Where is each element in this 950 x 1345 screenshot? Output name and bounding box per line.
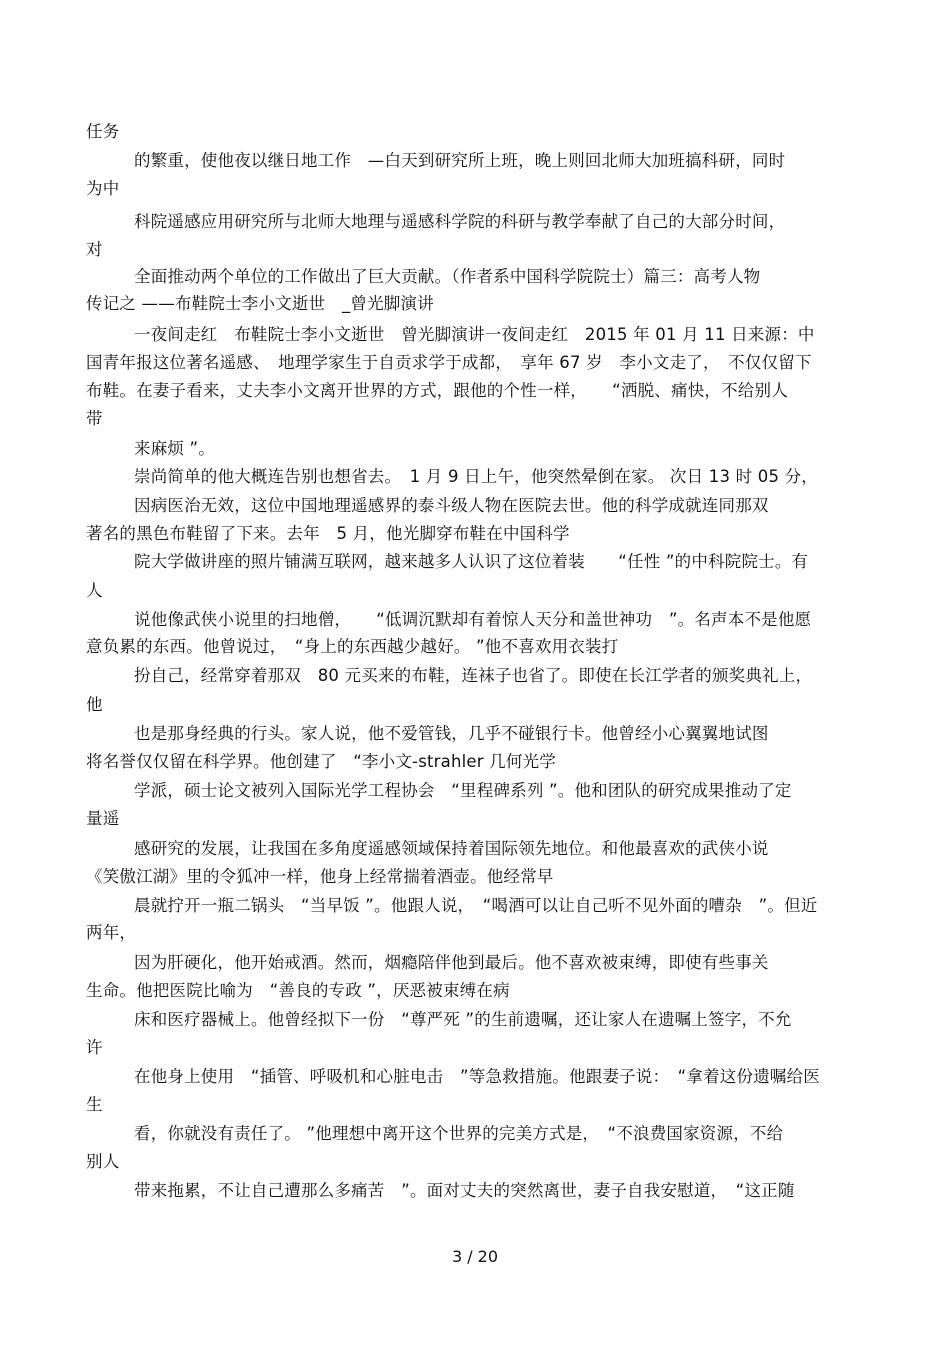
text-line: 为中 — [86, 179, 120, 198]
text-line: 生命。他把医院比喻为 “善良的专政 ”，厌恶被束缚在病 — [86, 981, 510, 1000]
text-line: 扮自己，经常穿着那双 80 元买来的布鞋，连袜子也省了。即使在长江学者的颁奖典礼上， — [134, 666, 813, 685]
page-number: 3 / 20 — [451, 1247, 499, 1266]
text-line: 全面推动两个单位的工作做出了巨大贡献。（作者系中国科学院院士）篇三：高考人物 — [134, 267, 761, 286]
text-line: 感研究的发展，让我国在多角度遥感领域保持着国际领先地位。和他最喜欢的武侠小说 — [134, 839, 769, 858]
text-line: 任务 — [86, 122, 120, 141]
text-line: 看，你就没有责任了。 ”他理想中离开这个世界的完美方式是， “不浪费国家资源，不给 — [134, 1124, 784, 1143]
text-line: 对 — [86, 240, 103, 259]
text-line: 也是那身经典的行头。家人说，他不爱管钱，几乎不碰银行卡。他曾经小心翼翼地试图 — [134, 724, 769, 743]
text-line: 崇尚简单的他大概连告别也想省去。 1 月 9 日上午，他突然晕倒在家。 次日 13 时 05 分， — [134, 467, 818, 486]
text-line: 带来拖累，不让自己遭那么多痛苦 ”。面对丈夫的突然离世，妻子自我安慰道， “这正随 — [134, 1181, 795, 1200]
text-line: 晨就拧开一瓶二锅头 “当早饭 ”。他跟人说， “喝酒可以让自己听不见外面的嘈杂 ”。但近 — [134, 896, 818, 915]
text-line: 科院遥感应用研究所与北师大地理与遥感科学院的科研与教学奉献了自己的大部分时间， — [134, 212, 786, 231]
text-line: 人 — [86, 581, 103, 600]
text-line: 学派，硕士论文被列入国际光学工程协会 “里程碑系列 ”。他和团队的研究成果推动了定 — [134, 781, 792, 800]
text-line: 量遥 — [86, 809, 120, 828]
text-line: 在他身上使用 “插管、呼吸机和心脏电击 ”等急救措施。他跟妻子说： “拿着这份遗嘱给医 — [134, 1067, 820, 1086]
text-line: 两年， — [86, 923, 137, 942]
text-line: 的繁重，使他夜以继日地工作 —白天到研究所上班，晚上则回北师大加班搞科研，同时 — [134, 151, 786, 170]
text-line: 意负累的东西。他曾说过， “身上的东西越少越好。 ”他不喜欢用衣装打 — [86, 637, 619, 656]
text-line: 许 — [86, 1038, 103, 1057]
text-line: 传记之 ——布鞋院士李小文逝世 _曾光脚演讲 — [86, 294, 434, 313]
text-line: 院大学做讲座的照片铺满互联网，越来越多人认识了这位着装 “任性 ”的中科院院士。有 — [134, 552, 809, 571]
text-line: 生 — [86, 1095, 103, 1114]
text-line: 著名的黑色布鞋留了下来。去年 5 月，他光脚穿布鞋在中国科学 — [86, 524, 570, 543]
text-line: 因为肝硬化，他开始戒酒。然而，烟瘾陪伴他到最后。他不喜欢被束缚，即使有些事关 — [134, 953, 769, 972]
text-line: 来麻烦 ”。 — [134, 439, 215, 458]
text-line: 将名誉仅仅留在科学界。他创建了 “李小文-strahler 几何光学 — [86, 752, 556, 771]
text-line: 别人 — [86, 1152, 120, 1171]
text-line: 因病医治无效，这位中国地理遥感界的泰斗级人物在医院去世。他的科学成就连同那双 — [134, 496, 769, 515]
text-line: 说他像武侠小说里的扫地僧， “低调沉默却有着惊人天分和盖世神功 ”。名声本不是他愿 — [134, 610, 812, 629]
text-line: 国青年报这位著名遥感、 地理学家生于自贡求学于成都， 享年 67 岁 李小文走了， 不仅仅留下 — [86, 353, 812, 372]
text-line: 他 — [86, 695, 103, 714]
text-line: 床和医疗器械上。他曾经拟下一份 “尊严死 ”的生前遗嘱，还让家人在遗嘱上签字，不允 — [134, 1010, 792, 1029]
text-line: 《笑傲江湖》里的令狐冲一样，他身上经常揣着酒壶。他经常早 — [86, 867, 554, 886]
text-line: 带 — [86, 409, 103, 428]
text-line: 一夜间走红 布鞋院士李小文逝世 曾光脚演讲一夜间走红 2015 年 01 月 11 日来源：中 — [134, 325, 815, 344]
text-line: 布鞋。在妻子看来，丈夫李小文离开世界的方式，跟他的个性一样， “洒脱、痛快，不给别人 — [86, 381, 788, 400]
